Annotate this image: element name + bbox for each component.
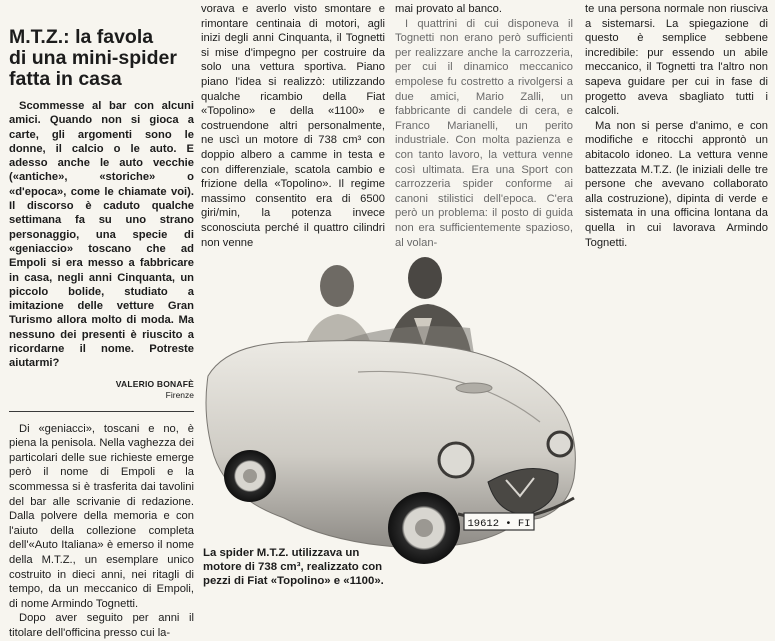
column-3 [395,2,573,250]
answer-paragraph-1: Di «geniacci», toscani e no, è piena la penisola. Nella vaghezza dei particolari delle sue richieste emerge però il nome di Empoli e la scommessa si è trasferita dai tavolini del bar alle scrivanie di redazione. Dalla polvere della memoria e con l'aiuto della collezione completa dell'«Auto Italiana» è emerso il nome della M.T.Z., un esemplare unico costruito in dieci anni, nei ritagli di tempo, da un meccanico di Empoli, di nome Armindo Tognetti. [9,422,194,610]
column-4 [585,2,768,250]
car-photo [188,246,584,586]
column-2 [201,2,385,250]
answer-paragraph-4: mai provato al banco. [395,3,502,15]
divider [9,411,194,412]
title-line-1: M.T.Z.: la favola [9,26,154,48]
answer-paragraph-7: Ma non si perse d'animo, e con modifiche e ritocchi approntò un abitacolo idoneo. La vettura venne battezzata M.T.Z. (le iniziali delle tre persone che avevano collaborato alla costruzione), dipinta di verde e sistemata in una officina lontana da quella in cui lavorava Armindo Tognetti. [585,119,768,249]
left-headlight-icon [439,443,473,477]
letter-city: Firenze [165,389,194,400]
answer-paragraph-2: Dopo aver seguito per anni il titolare dell'officina presso cui la- [9,612,194,639]
answer-paragraph-5: I quattrini di cui disponeva il Tognetti non erano però sufficienti per realizzare anche la carrozzeria, per cui il dinamico meccanico empolese fu costretto a rivolgersi a due amici, Mario Zalli, un fabbricante di candele di cera, e Franco Marianelli, un perito industriale. Con molta pazienza e con tanto lavoro, la vettura venne così ultimata. Era una Sport con carrozzeria spider conforme ai canoni stilistici dell'epoca. C'era però un problema: il posto di guida non era sufficientemente spazioso, al volan- [395,17,573,249]
letter-author: VALERIO BONAFÈ [115,378,194,389]
article-title [9,27,194,90]
column-1 [9,27,194,641]
answer-paragraph-6: te una persona normale non riusciva a sistemarsi. La spiegazione di questo è semplice sebbene incredibile: pur essendo un abile meccanico, il Tognetti tra l'altro non sapeva guidare per cui in fase di progetto aveva sbagliato tutti i calcoli. [585,3,768,118]
photo-caption: La spider M.T.Z. utilizzava un motore di 738 cm³, realizzato con pezzi di Fiat «Topolino» e «1100». [203,547,384,588]
title-line-2: di una mini-spider [9,47,177,69]
reader-letter: Scommesse al bar con alcuni amici. Quando non si gioca a carte, gli argomenti sono le donne, il calcio o le auto. E adesso anche le auto vecchie («antiche», «storiche» o «d'epoca», come le chiamate voi). Il discorso è caduto qualche settimana fa su uno strano personaggio, una specie di «geniaccio» toscano che ad Empoli si era messo a fabbricare in casa, negli anni Cinquanta, un piccolo bolide, studiato a imitazione delle vetture Gran Turismo allora molto di moda. Ma nessuno dei presenti è riuscito a ricordarne il nome. Potreste aiutarmi? [9,100,194,370]
title-line-3: fatta in casa [9,68,122,90]
hood-scoop-icon [456,383,492,393]
license-plate-text: 19612 • FI [467,518,531,530]
right-headlight-icon [548,432,572,456]
answer-paragraph-3: vorava e averlo visto smontare e rimontare centinaia di motori, agli inizi degli anni Cinquanta, il Tognetti si mise d'impegno per costruire da solo una vettura sportiva. Piano piano l'idea si realizzò: utilizzando qualche ricambio della Fiat «Topolino» e della «1100» e costruendone altri personalmente, ne uscì un motore di 738 cm³ con doppio albero a camme in testa e con differenziale, scatola cambio e frizione della «Topolino». Il regime massimo consentito era di 6500 giri/min, la potenza invece sconosciuta perché il quattro cilindri non venne [201,3,385,249]
